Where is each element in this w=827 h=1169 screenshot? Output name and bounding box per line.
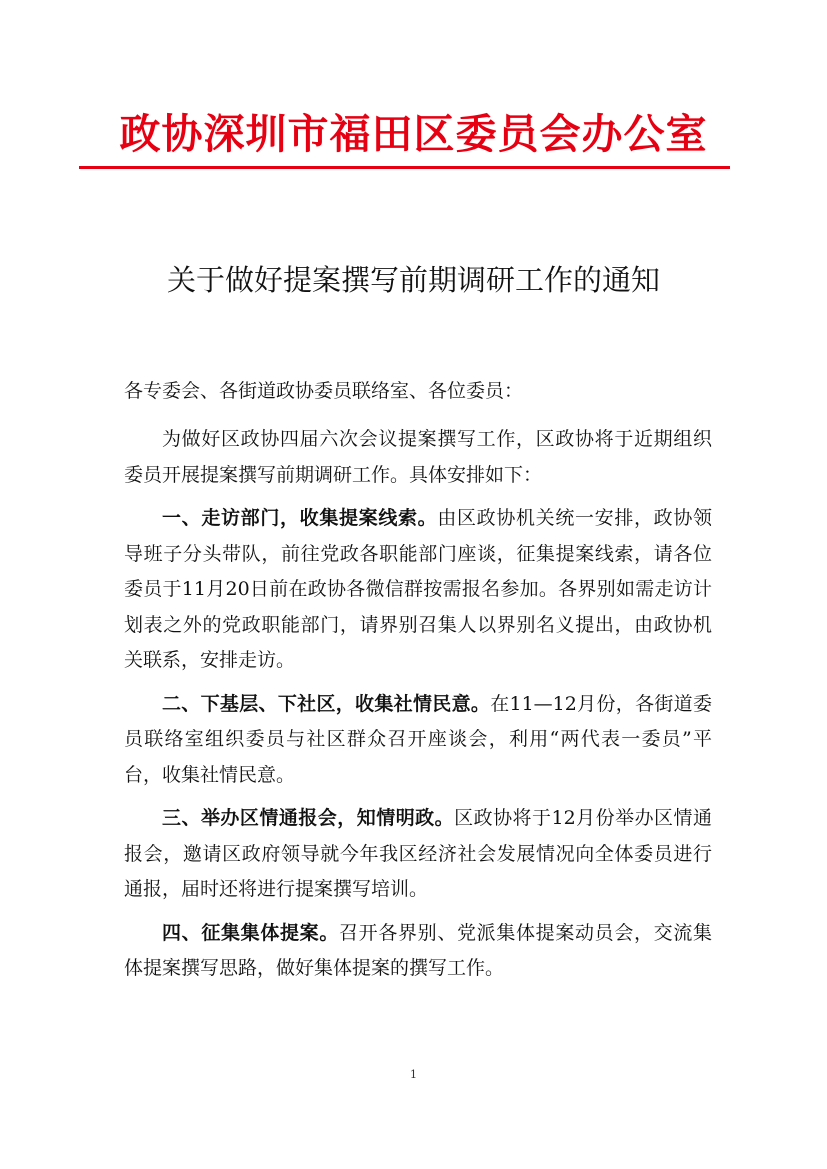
section-text-3: 区政协将于12月份举办区情通报会，邀请区政府领导就今年我区经济社会发展情况向全体委员进行通报，届时还将进行提案撰写培训。 [124, 807, 712, 900]
section-heading-1: 一、走访部门，收集提案线索。 [162, 507, 438, 529]
section-text-4: 召开各界别、党派集体提案动员会，交流集体提案撰写思路，做好集体提案的撰写工作。 [124, 921, 712, 979]
section-paragraph-3 [124, 801, 712, 908]
section-heading-4: 四、征集集体提案。 [162, 921, 339, 944]
section-text-2: 在11—12月份，各街道委员联络室组织委员与社区群众召开座谈会，利用“两代表一委员”平台，收集社情民意。 [124, 692, 712, 786]
section-paragraph-2 [124, 687, 712, 794]
section-paragraph-4 [124, 916, 712, 987]
masthead-red-rule [79, 166, 730, 169]
section-paragraph-1 [124, 501, 712, 679]
intro-paragraph: 为做好区政协四届六次会议提案撰写工作，区政协将于近期组织委员开展提案撰写前期调研工作。具体安排如下： [124, 428, 712, 486]
page-number: 1 [410, 1068, 417, 1081]
section-heading-2: 二、下基层、下社区，收集社情民意。 [162, 692, 491, 715]
document-title: 关于做好提案撰写前期调研工作的通知 [166, 263, 660, 297]
salutation: 各专委会、各街道政协委员联络室、各位委员： [124, 380, 524, 402]
section-text-1: 由区政协机关统一安排，政协领导班子分头带队，前往党政各职能部门座谈，征集提案线索，请各位委员于11月20日前在政协各微信群按需报名参加。各界别如需走访计划表之外的党政职能部门，请界别召集人以界别名义提出，由政协机关联系，安排走访。 [124, 507, 712, 671]
issuer-masthead: 政协深圳市福田区委员会办公室 [119, 110, 708, 158]
section-heading-3: 三、举办区情通报会，知情明政。 [162, 807, 455, 829]
document-body [124, 422, 712, 995]
